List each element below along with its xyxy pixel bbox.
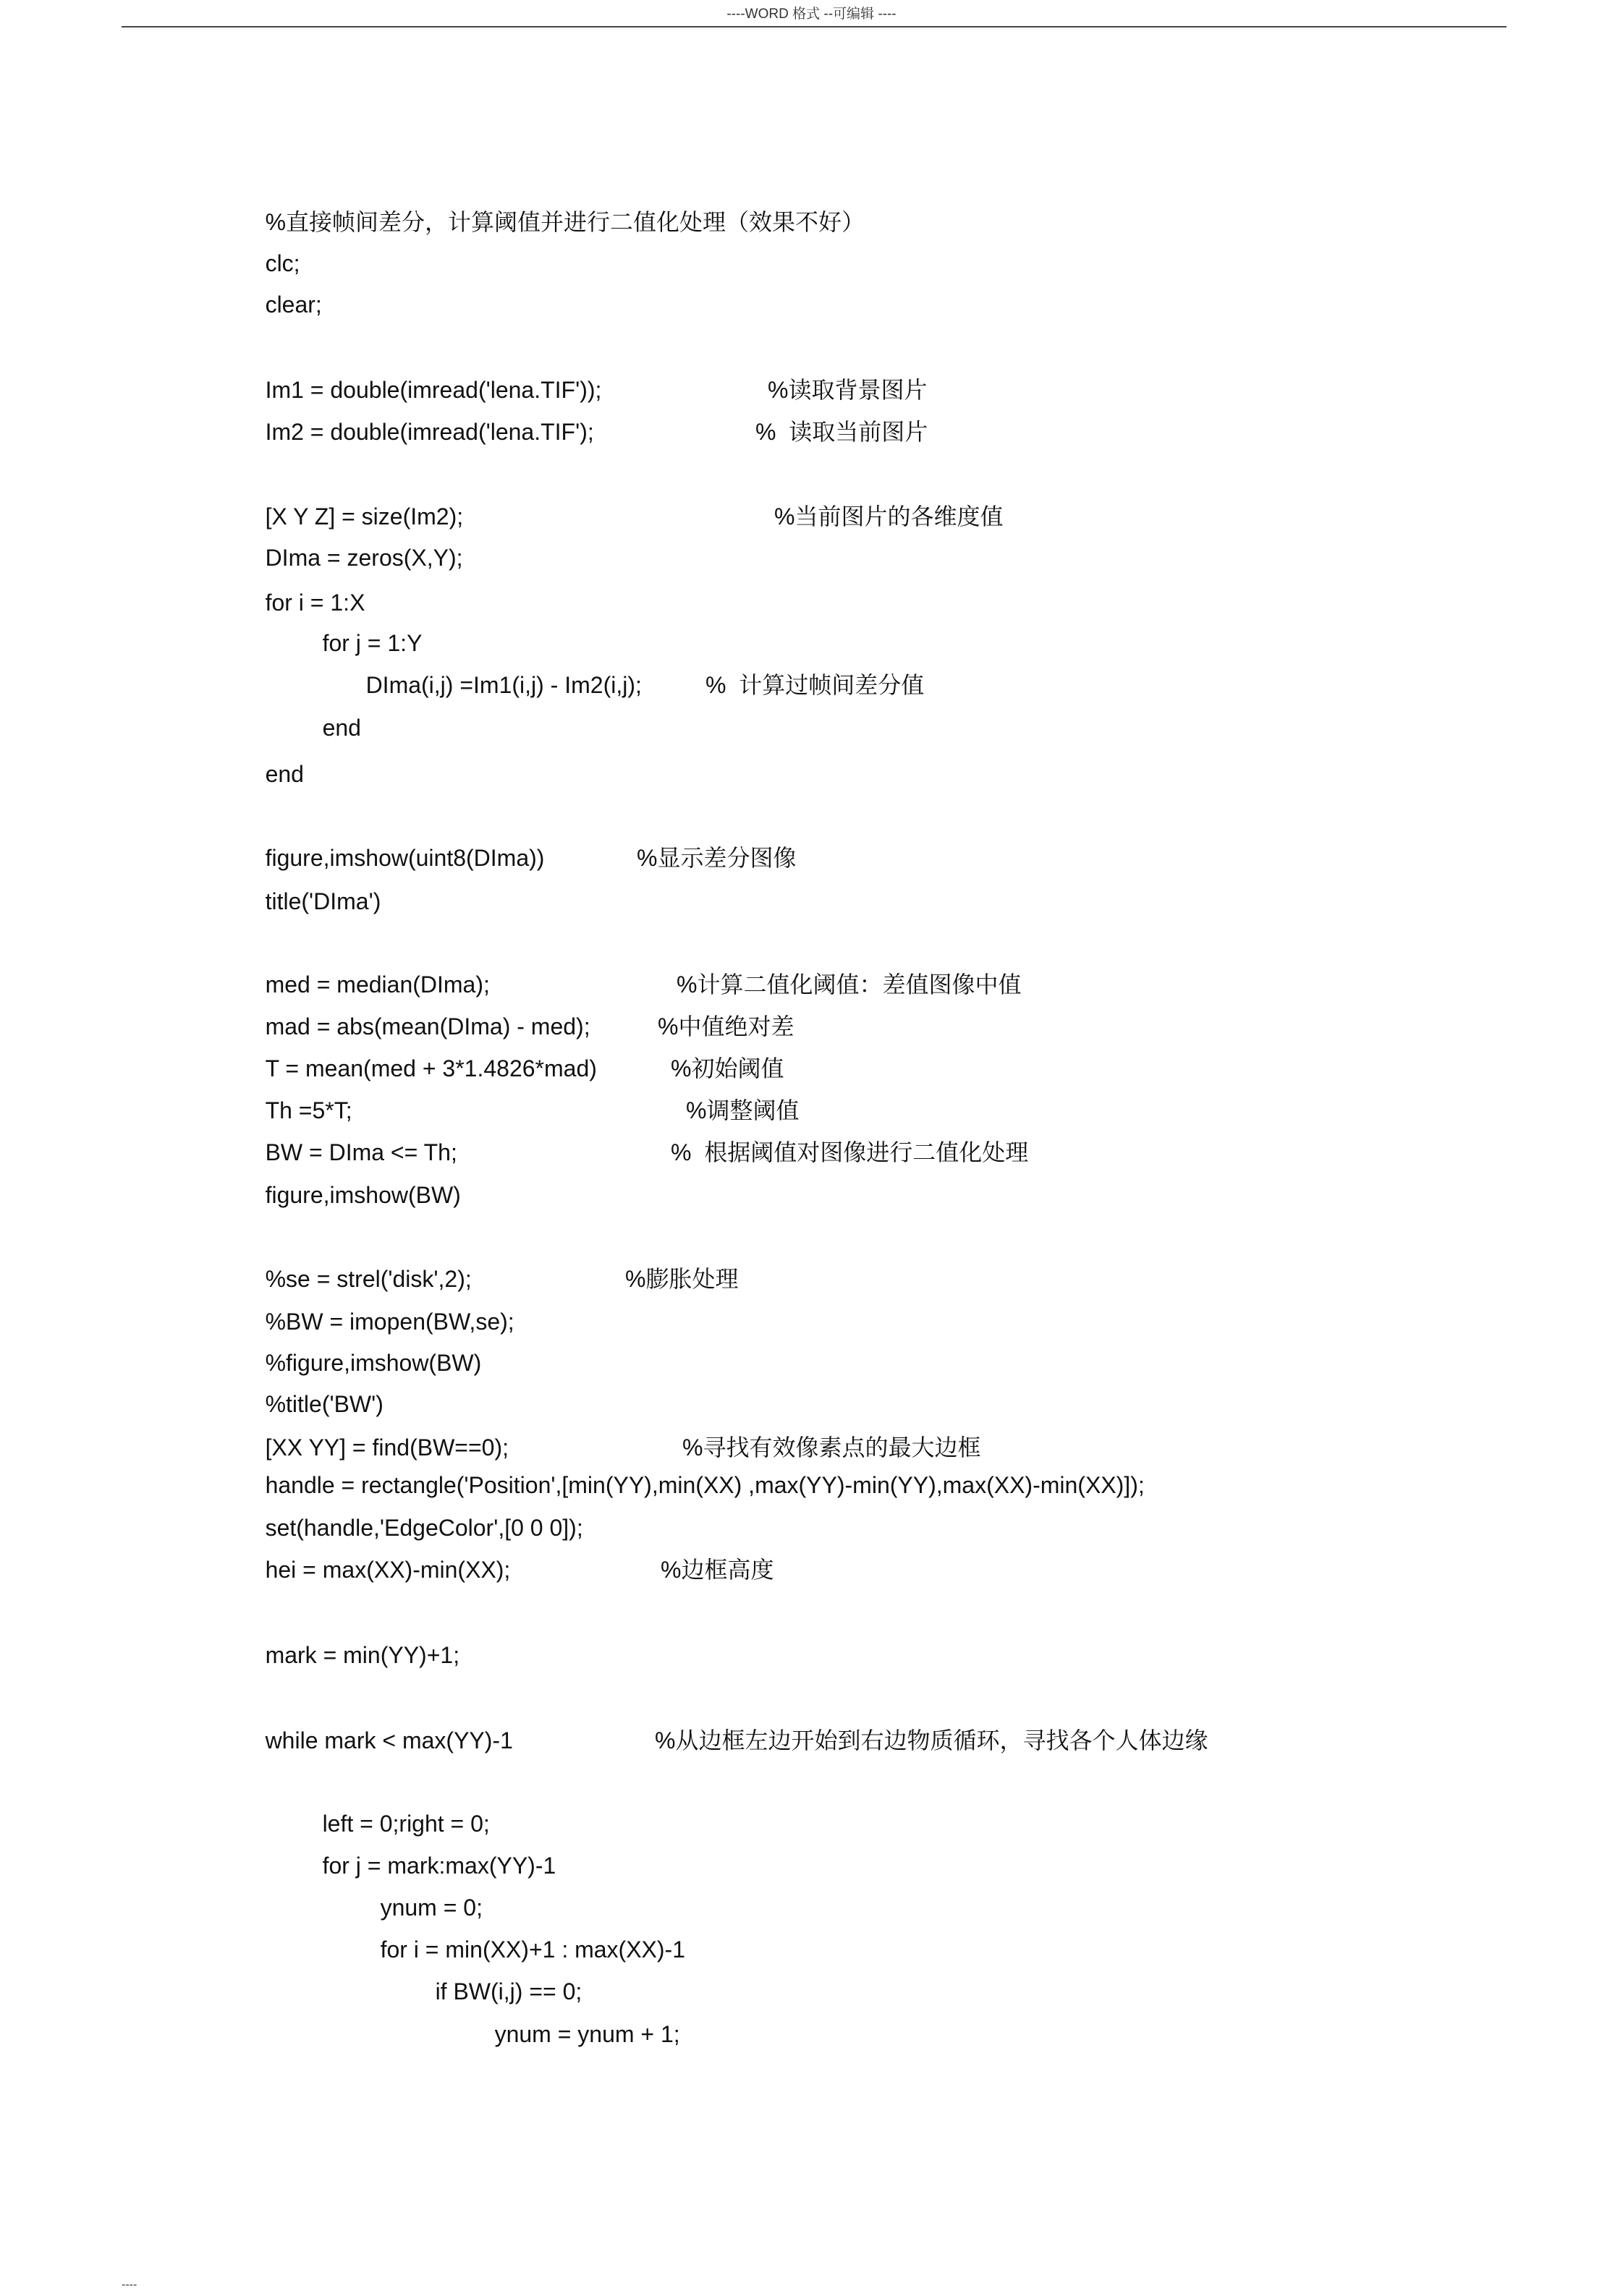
- code-line: [240, 1554, 774, 1586]
- code-line: [240, 1094, 800, 1126]
- code-line: [240, 206, 865, 238]
- code-text: DIma = zeros(X,Y);: [265, 545, 463, 571]
- code-text: %se = strel('disk',2);: [265, 1266, 472, 1292]
- code-text: %figure,imshow(BW): [265, 1350, 482, 1376]
- code-text: Im2 = double(imread('lena.TIF');: [265, 419, 594, 445]
- code-text: %BW = imopen(BW,se);: [265, 1309, 514, 1335]
- code-line: [240, 842, 797, 874]
- code-comment: %读取背景图片: [768, 377, 928, 403]
- code-comment: %显示差分图像: [637, 845, 797, 871]
- code-line: [240, 1347, 482, 1379]
- code-comment: %调整阈值: [686, 1097, 800, 1123]
- code-text: left = 0;right = 0;: [322, 1811, 490, 1837]
- code-comment: % 计算过帧间差分值: [705, 672, 925, 698]
- code-line: [240, 1512, 583, 1544]
- code-line: [240, 969, 1022, 1000]
- code-text: handle = rectangle('Position',[min(YY),min(XX) ,max(YY)-min(YY),max(XX)-min(XX)]);: [265, 1472, 1145, 1498]
- code-comment: %中值绝对差: [658, 1013, 794, 1039]
- page-header-text: ----WORD 格式 --可编辑 ----: [726, 7, 897, 22]
- code-text: end: [265, 761, 304, 787]
- code-line: [297, 1808, 490, 1840]
- code-comment: %膨胀处理: [625, 1266, 739, 1292]
- code-comment: %边框高度: [661, 1557, 774, 1583]
- code-comment: %寻找有效像素点的最大边框: [682, 1434, 981, 1460]
- code-line: [240, 587, 365, 618]
- code-line: [240, 1306, 514, 1338]
- code-line: [240, 1011, 794, 1042]
- code-line: [240, 374, 928, 406]
- code-text: Th =5*T;: [265, 1097, 352, 1123]
- code-line: [240, 1388, 383, 1420]
- code-comment: %计算二值化阈值：差值图像中值: [677, 971, 1022, 998]
- code-line: [410, 1976, 582, 2007]
- code-line: [297, 712, 361, 744]
- code-line: [240, 885, 381, 917]
- code-line: [240, 1263, 739, 1295]
- code-text: %直接帧间差分，计算阈值并进行二值化处理（效果不好）: [265, 209, 865, 235]
- code-text: mad = abs(mean(DIma) - med);: [265, 1013, 590, 1039]
- code-text: mark = min(YY)+1;: [265, 1642, 460, 1668]
- code-text: %title('BW'): [265, 1391, 383, 1417]
- code-text: hei = max(XX)-min(XX);: [265, 1557, 511, 1583]
- code-text: Im1 = double(imread('lena.TIF'));: [265, 377, 602, 403]
- page-footer-mark: ----: [122, 2279, 137, 2291]
- code-text: ynum = 0;: [380, 1895, 483, 1921]
- code-text: while mark < max(YY)-1: [265, 1727, 513, 1753]
- code-text: for j = mark:max(YY)-1: [322, 1853, 556, 1879]
- code-text: for i = min(XX)+1 : max(XX)-1: [380, 1936, 685, 1963]
- code-line: [240, 289, 322, 320]
- code-line: [297, 1850, 556, 1882]
- code-text: BW = DIma <= Th;: [265, 1139, 457, 1165]
- code-line: [340, 669, 925, 701]
- code-line: [240, 1469, 1145, 1501]
- code-text: end: [322, 715, 361, 741]
- code-text: med = median(DIma);: [265, 971, 490, 998]
- code-comment: % 根据阈值对图像进行二值化处理: [671, 1139, 1029, 1165]
- code-text: T = mean(med + 3*1.4826*mad): [265, 1055, 597, 1081]
- code-line: [240, 1432, 981, 1463]
- header-rule: [122, 26, 1507, 27]
- code-line: [297, 627, 423, 659]
- code-text: for j = 1:Y: [322, 630, 423, 656]
- code-text: figure,imshow(BW): [265, 1182, 461, 1208]
- code-text: [XX YY] = find(BW==0);: [265, 1434, 509, 1460]
- code-text: ynum = ynum + 1;: [494, 2021, 680, 2047]
- code-line: [469, 2018, 680, 2050]
- code-comment: % 读取当前图片: [755, 419, 928, 445]
- code-text: clear;: [265, 292, 322, 318]
- code-line: [240, 247, 300, 279]
- code-line: [240, 416, 928, 448]
- code-text: clc;: [265, 250, 300, 276]
- code-text: if BW(i,j) == 0;: [435, 1978, 582, 2004]
- code-line: [240, 1639, 460, 1671]
- code-line: [240, 758, 304, 790]
- code-text: for i = 1:X: [265, 590, 365, 616]
- code-comment: %从边框左边开始到右边物质循环，寻找各个人体边缘: [655, 1727, 1208, 1753]
- code-line: [240, 1179, 461, 1211]
- code-comment: %当前图片的各维度值: [774, 503, 1004, 530]
- code-line: [240, 542, 463, 574]
- code-line: [240, 1136, 1029, 1168]
- code-line: [355, 1892, 483, 1923]
- code-text: set(handle,'EdgeColor',[0 0 0]);: [265, 1515, 583, 1541]
- code-text: figure,imshow(uint8(DIma)): [265, 845, 545, 871]
- code-line: [355, 1934, 685, 1965]
- code-text: title('DIma'): [265, 888, 381, 914]
- code-text: DIma(i,j) =Im1(i,j) - Im2(i,j);: [365, 672, 642, 698]
- code-line: [240, 501, 1004, 532]
- code-line: [240, 1053, 784, 1084]
- code-text: [X Y Z] = size(Im2);: [265, 503, 464, 530]
- code-comment: %初始阈值: [671, 1055, 784, 1081]
- code-line: [240, 1725, 1208, 1756]
